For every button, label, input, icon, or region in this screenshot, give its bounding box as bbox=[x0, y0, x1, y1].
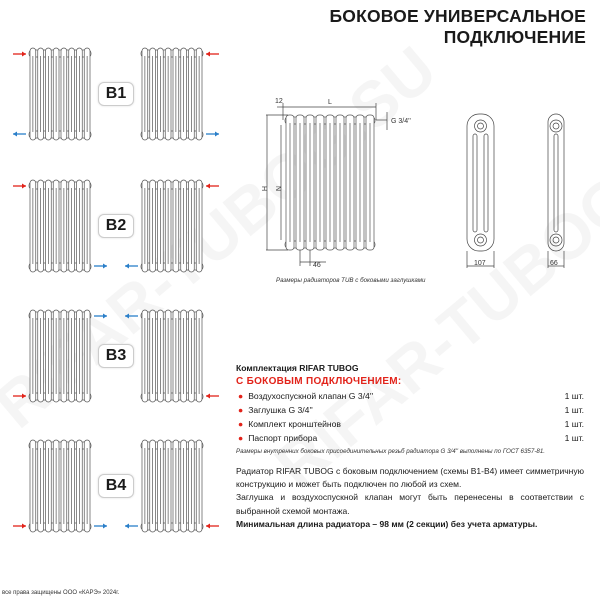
title-line-1: БОКОВОЕ УНИВЕРСАЛЬНОЕ bbox=[329, 6, 586, 26]
side-view-107 bbox=[467, 114, 494, 251]
kit-note: Размеры внутренних боковых присоединительных резьб радиатора G 3/4'' выполнены по ГОСТ 6357-81. bbox=[236, 448, 545, 455]
scheme-label-b1: B1 bbox=[98, 82, 134, 106]
supply-arrow-icon bbox=[13, 394, 26, 399]
bullet-icon: ● bbox=[238, 391, 244, 401]
dim-66: 66 bbox=[550, 260, 558, 267]
title-line-2: ПОДКЛЮЧЕНИЕ bbox=[443, 27, 586, 47]
dimension-drawing bbox=[250, 90, 600, 280]
kit-item bbox=[236, 389, 584, 403]
kit-item-name bbox=[238, 417, 341, 431]
side-view-66 bbox=[548, 114, 564, 251]
supply-arrow-icon bbox=[206, 524, 219, 529]
page-title bbox=[329, 6, 586, 48]
dim-107: 107 bbox=[474, 260, 486, 267]
radiator-left bbox=[29, 180, 91, 272]
bullet-icon: ● bbox=[238, 419, 244, 429]
dim-L: L bbox=[328, 99, 332, 106]
return-arrow-icon bbox=[94, 314, 107, 319]
kit-item-qty: 1 шт. bbox=[564, 419, 584, 429]
kit-section bbox=[236, 363, 584, 455]
front-radiator bbox=[285, 115, 375, 250]
kit-item-qty: 1 шт. bbox=[564, 405, 584, 415]
return-arrow-icon bbox=[94, 524, 107, 529]
return-arrow-icon bbox=[13, 132, 26, 137]
radiator-left bbox=[29, 48, 91, 140]
return-arrow-icon bbox=[94, 264, 107, 269]
kit-item bbox=[236, 403, 584, 417]
description bbox=[236, 465, 584, 531]
description-p3: Минимальная длина радиатора – 98 мм (2 секции) без учета арматуры. bbox=[236, 518, 538, 529]
return-arrow-icon bbox=[206, 132, 219, 137]
kit-heading: Комплектация RIFAR TUBOG bbox=[236, 363, 359, 373]
kit-item-label: Комплект кронштейнов bbox=[248, 419, 341, 429]
radiator-left bbox=[29, 440, 91, 532]
supply-arrow-icon bbox=[13, 184, 26, 189]
scheme-label-b4: B4 bbox=[98, 474, 134, 498]
radiator-right bbox=[141, 440, 203, 532]
copyright: все права защищены ООО «КАРЭ» 2024г. bbox=[2, 590, 120, 596]
return-arrow-icon bbox=[125, 264, 138, 269]
radiator-left bbox=[29, 310, 91, 402]
supply-arrow-icon bbox=[206, 394, 219, 399]
dim-N: N bbox=[274, 186, 281, 192]
kit-item bbox=[236, 417, 584, 431]
return-arrow-icon bbox=[125, 524, 138, 529]
description-p1: Радиатор RIFAR TUBOG с боковым подключением (схемы B1-B4) имеет симметричную конструкцию и может быть подключен по любой из схем. bbox=[236, 466, 584, 490]
kit-item-label: Паспорт прибора bbox=[248, 433, 318, 443]
dim-G: G 3/4'' bbox=[391, 118, 411, 125]
scheme-label-b2: B2 bbox=[98, 214, 134, 238]
drawing-caption: Размеры радиаторов TUB с боковыми заглушками bbox=[276, 277, 426, 284]
bullet-icon: ● bbox=[238, 433, 244, 443]
kit-item bbox=[236, 431, 584, 445]
kit-item-name bbox=[238, 389, 373, 403]
dim-H: H bbox=[260, 186, 267, 192]
kit-item-name bbox=[238, 431, 317, 445]
kit-item-label: Заглушка G 3/4'' bbox=[248, 405, 313, 415]
description-p2: Заглушка и воздухоспускной клапан могут быть перенесены в соответствии с выбранной схемой монтажа. bbox=[236, 492, 584, 516]
kit-subheading: С БОКОВЫМ ПОДКЛЮЧЕНИЕМ: bbox=[236, 376, 402, 387]
scheme-label-b3: B3 bbox=[98, 344, 134, 368]
dim-12: 12 bbox=[275, 98, 283, 105]
front-view-radiator bbox=[285, 115, 375, 250]
bullet-icon: ● bbox=[238, 405, 244, 415]
supply-arrow-icon bbox=[206, 52, 219, 57]
supply-arrow-icon bbox=[13, 52, 26, 57]
radiator-right bbox=[141, 180, 203, 272]
kit-item-qty: 1 шт. bbox=[564, 391, 584, 401]
kit-item-qty: 1 шт. bbox=[564, 433, 584, 443]
radiator-right bbox=[141, 310, 203, 402]
kit-item-label: Воздухоспускной клапан G 3/4'' bbox=[248, 391, 374, 401]
kit-item-name bbox=[238, 403, 313, 417]
dim-46: 46 bbox=[313, 262, 321, 269]
return-arrow-icon bbox=[125, 314, 138, 319]
supply-arrow-icon bbox=[13, 524, 26, 529]
supply-arrow-icon bbox=[206, 184, 219, 189]
radiator-right bbox=[141, 48, 203, 140]
